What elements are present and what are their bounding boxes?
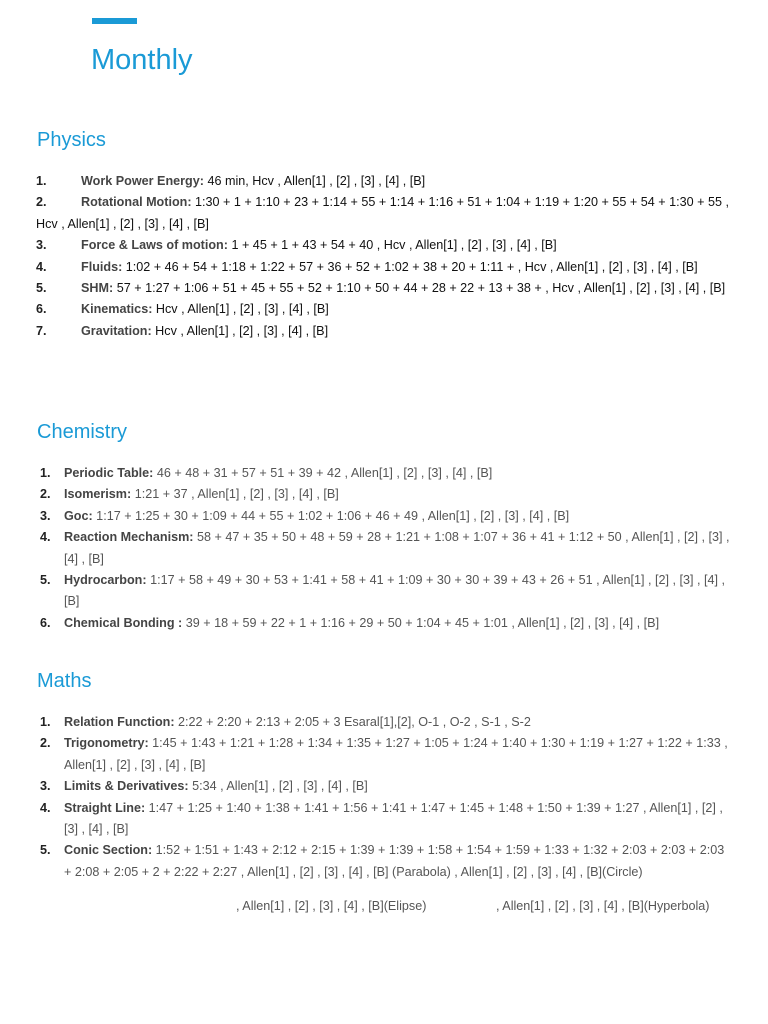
item-text: 46 min, Hcv , Allen[1] , [2] , [3] , [4] , [B] bbox=[203, 174, 426, 188]
item-number: 3. bbox=[40, 779, 51, 794]
item-number: 7. bbox=[36, 323, 47, 338]
item-text: 1:21 + 37 , Allen[1] , [2] , [3] , [4] , [B] bbox=[131, 487, 339, 502]
list-item bbox=[36, 278, 736, 299]
maths-list bbox=[40, 712, 730, 883]
item-number: 2. bbox=[40, 736, 51, 751]
list-item bbox=[36, 299, 736, 320]
topic-label: Trigonometry: bbox=[64, 736, 149, 751]
chemistry-list bbox=[40, 463, 730, 634]
topic-label: Reaction Mechanism: bbox=[64, 530, 194, 545]
topic-label: Limits & Derivatives: bbox=[64, 779, 189, 794]
item-text: 1 + 45 + 1 + 43 + 54 + 40 , Hcv , Allen[1] , [2] , [3] , [4] , [B] bbox=[227, 238, 557, 253]
list-item bbox=[40, 733, 730, 776]
topic-label: Rotational Motion bbox=[81, 195, 188, 210]
topic-separator: : bbox=[147, 323, 152, 338]
item-number: 5. bbox=[40, 573, 51, 588]
title-accent-bar bbox=[92, 18, 137, 24]
item-number: 6. bbox=[40, 615, 51, 630]
list-item bbox=[40, 484, 730, 505]
item-number: 6. bbox=[36, 302, 47, 317]
item-text: Hcv , Allen[1] , [2] , [3] , [4] , [B] bbox=[151, 323, 329, 338]
item-text: 46 + 48 + 31 + 57 + 51 + 39 + 42 , Allen[1] , [2] , [3] , [4] , [B] bbox=[153, 466, 493, 480]
chemistry-heading: Chemistry bbox=[37, 421, 128, 443]
list-item bbox=[40, 798, 730, 841]
topic-label: Conic Section: bbox=[64, 843, 153, 858]
topic-separator: : bbox=[187, 195, 192, 210]
list-item bbox=[36, 257, 736, 278]
item-text: 1:17 + 58 + 49 + 30 + 53 + 1:41 + 58 + 41 + 1:09 + 30 + 30 + 39 + 43 + 26 + 51 , Allen[1] , [2] , [3] , [4] , [B] bbox=[64, 573, 725, 609]
item-number: 5. bbox=[40, 843, 51, 858]
topic-separator: : bbox=[199, 174, 204, 188]
item-text: 39 + 18 + 59 + 22 + 1 + 1:16 + 29 + 50 + 1:04 + 45 + 1:01 , Allen[1] , [2] , [3] , [4] , [B] bbox=[182, 615, 660, 630]
topic-label: Straight Line: bbox=[64, 800, 146, 815]
list-item bbox=[36, 235, 736, 256]
item-number: 2. bbox=[36, 195, 47, 210]
item-number: 4. bbox=[40, 800, 51, 815]
topic-separator: : bbox=[118, 259, 123, 274]
item-text: 1:17 + 1:25 + 30 + 1:09 + 44 + 55 + 1:02 + 1:06 + 46 + 49 , Allen[1] , [2] , [3] , [4] , [B] bbox=[92, 508, 570, 523]
topic-label: Work Power Energy bbox=[81, 174, 200, 188]
item-number: 5. bbox=[36, 281, 47, 296]
item-text: 1:47 + 1:25 + 1:40 + 1:38 + 1:41 + 1:56 + 1:41 + 1:47 + 1:45 + 1:48 + 1:50 + 1:39 + 1:27 , Allen[1] , [2] , [3] , [4] , [B] bbox=[64, 800, 723, 837]
list-item bbox=[40, 840, 730, 883]
topic-label: Periodic Table: bbox=[64, 466, 154, 480]
item-number: 4. bbox=[36, 259, 47, 274]
item-text: 58 + 47 + 35 + 50 + 48 + 59 + 28 + 1:21 + 1:08 + 1:07 + 36 + 41 + 1:12 + 50 , Allen[1] , [2] , [3] , [4] , [B] bbox=[64, 530, 730, 566]
page-title: Monthly bbox=[91, 44, 193, 76]
list-item bbox=[36, 321, 736, 342]
list-item bbox=[36, 171, 736, 192]
physics-heading: Physics bbox=[37, 129, 106, 151]
topic-label: SHM bbox=[81, 281, 109, 296]
list-item bbox=[40, 613, 730, 634]
item-number: 2. bbox=[40, 487, 51, 502]
list-item bbox=[40, 712, 730, 733]
item-text: 1:30 + 1 + 1:10 + 23 + 1:14 + 55 + 1:14 + 1:16 + 51 + 1:04 + 1:19 + 1:20 + 55 + 54 + 1:30 + 55 , Hcv , Allen[1] , [2] , [3] , [4] , [B] bbox=[36, 195, 729, 231]
topic-label: Force & Laws of motion bbox=[81, 238, 224, 253]
topic-separator: : bbox=[148, 302, 153, 317]
item-number: 1. bbox=[40, 466, 51, 480]
topic-label: Kinematics bbox=[81, 302, 149, 317]
topic-label: Isomerism: bbox=[64, 487, 132, 502]
item-text: 1:02 + 46 + 54 + 1:18 + 1:22 + 57 + 36 + 52 + 1:02 + 38 + 20 + 1:11 + , Hcv , Allen[1] , [2] , [3] , [4] , [B] bbox=[122, 259, 698, 274]
conic-hyperbola-note: , Allen[1] , [2] , [3] , [4] , [B](Hyperbola) bbox=[496, 899, 710, 913]
maths-heading: Maths bbox=[37, 670, 92, 692]
topic-label: Gravitation bbox=[81, 323, 148, 338]
list-item bbox=[40, 776, 730, 797]
topic-label: Goc: bbox=[64, 508, 93, 523]
list-item bbox=[36, 192, 736, 235]
item-text: 2:22 + 2:20 + 2:13 + 2:05 + 3 Esaral[1],[2], O-1 , O-2 , S-1 , S-2 bbox=[174, 715, 531, 729]
topic-label: Hydrocarbon: bbox=[64, 573, 147, 588]
topic-separator: : bbox=[109, 281, 114, 296]
item-text: 57 + 1:27 + 1:06 + 51 + 45 + 55 + 52 + 1:10 + 50 + 44 + 28 + 22 + 13 + 38 + , Hcv , Allen[1] , [2] , [3] , [4] , [B] bbox=[113, 281, 726, 296]
topic-label: Chemical Bonding : bbox=[64, 615, 183, 630]
list-item bbox=[40, 527, 730, 570]
conic-ellipse-note: , Allen[1] , [2] , [3] , [4] , [B](Elipse) bbox=[236, 899, 427, 913]
item-text: Hcv , Allen[1] , [2] , [3] , [4] , [B] bbox=[152, 302, 329, 317]
item-number: 3. bbox=[40, 508, 51, 523]
item-number: 1. bbox=[36, 174, 47, 188]
physics-list bbox=[36, 171, 736, 342]
item-text: 1:52 + 1:51 + 1:43 + 2:12 + 2:15 + 1:39 + 1:39 + 1:58 + 1:54 + 1:59 + 1:33 + 1:32 + 2:03 + 2:03 + 2:03 + 2:08 + 2:05 + 2 + 2:22 + 2:27 , Allen[1] , [2] , [3] , [4] , [B] (Parabola) , Allen[1] , [2] , [3] , [4] , [B](Circle) bbox=[64, 843, 725, 879]
list-item bbox=[40, 506, 730, 527]
list-item bbox=[40, 463, 730, 484]
topic-separator: : bbox=[223, 238, 228, 253]
topic-label: Relation Function: bbox=[64, 715, 175, 729]
list-item bbox=[40, 570, 730, 613]
item-text: 5:34 , Allen[1] , [2] , [3] , [4] , [B] bbox=[188, 779, 368, 794]
item-number: 1. bbox=[40, 715, 51, 729]
item-number: 4. bbox=[40, 530, 51, 545]
topic-label: Fluids bbox=[81, 259, 119, 274]
item-text: 1:45 + 1:43 + 1:21 + 1:28 + 1:34 + 1:35 + 1:27 + 1:05 + 1:24 + 1:40 + 1:30 + 1:19 + 1:27 + 1:22 + 1:33 , Allen[1] , [2] , [3] , [4] , [B] bbox=[64, 736, 728, 772]
item-number: 3. bbox=[36, 238, 47, 253]
